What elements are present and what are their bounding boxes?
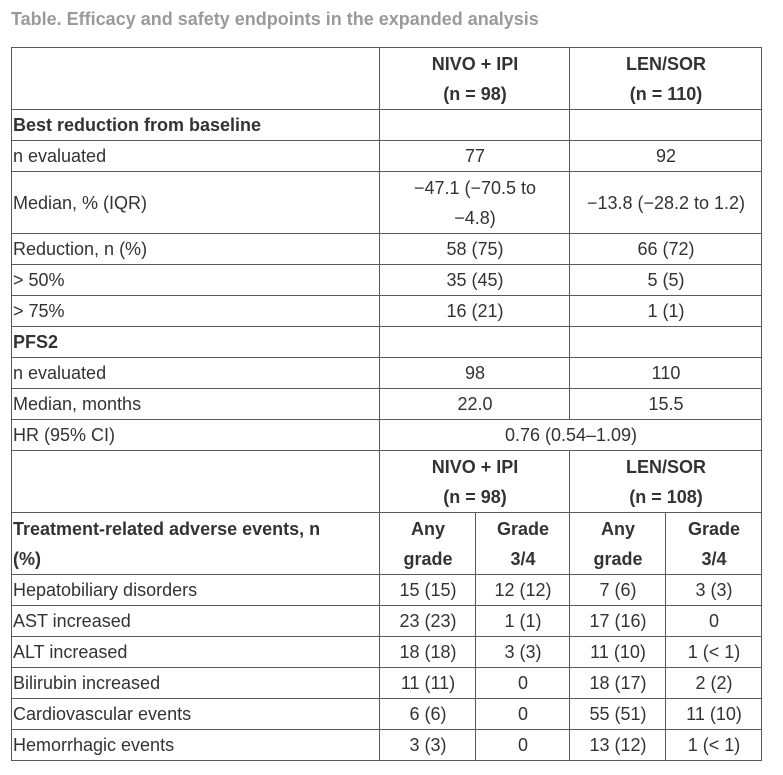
table-caption: Table. Efficacy and safety endpoints in the expanded analysis [11,9,539,29]
nivo-value: 35 (45) [380,265,570,296]
len-any-value: 11 (10) [570,637,666,668]
header-empty-cell [12,48,380,110]
len-g34-value: 1 (< 1) [666,730,762,761]
len-value: 66 (72) [570,234,762,265]
len-g34-value: 11 (10) [666,699,762,730]
row-label: ALT increased [12,637,380,668]
nivo-value: 58 (75) [380,234,570,265]
subheader-line1: Any [600,518,635,539]
header-len-sor [570,451,762,513]
section-row [12,513,762,575]
row-label: > 50% [12,265,380,296]
empty-cell [380,110,570,141]
nivo-value-line1: −47.1 (−70.5 to [413,177,537,198]
table-row [12,141,762,172]
nivo-value-line2: −4.8) [454,207,496,228]
len-any-value: 7 (6) [570,575,666,606]
empty-cell [570,110,762,141]
nivo-g34-value: 1 (1) [476,606,570,637]
len-any-value: 18 (17) [570,668,666,699]
header-row [12,48,762,110]
len-value: 5 (5) [570,265,762,296]
table-row [12,730,762,761]
subheader-line1: Any [410,518,445,539]
table-row [12,358,762,389]
row-label: Hemorrhagic events [12,730,380,761]
nivo-g34-value: 12 (12) [476,575,570,606]
row-label: HR (95% CI) [12,420,380,451]
len-any-value: 13 (12) [570,730,666,761]
row-label: Cardiovascular events [12,699,380,730]
table-row [12,699,762,730]
len-any-value: 17 (16) [570,606,666,637]
row-label: Reduction, n (%) [12,234,380,265]
section-pfs2: PFS2 [12,327,380,358]
empty-cell [570,327,762,358]
nivo-g34-value: 3 (3) [476,637,570,668]
header-nivo-ipi-n: (n = 98) [443,486,507,507]
nivo-any-value: 3 (3) [380,730,476,761]
hr-value: 0.76 (0.54–1.09) [380,420,762,451]
len-value: −13.8 (−28.2 to 1.2) [570,172,762,234]
subheader-line2: 3/4 [510,548,536,569]
row-label: Bilirubin increased [12,668,380,699]
nivo-value [380,172,570,234]
header-nivo-ipi [380,48,570,110]
nivo-any-value: 18 (18) [380,637,476,668]
row-label: Hepatobiliary disorders [12,575,380,606]
row-label: Median, months [12,389,380,420]
nivo-any-value: 23 (23) [380,606,476,637]
row-label: n evaluated [12,141,380,172]
subheader-len-any-grade [570,513,666,575]
nivo-value: 77 [380,141,570,172]
nivo-value: 98 [380,358,570,389]
subheader-line1: Grade [687,518,741,539]
header-nivo-ipi-n: (n = 98) [443,83,507,104]
header-row [12,451,762,513]
nivo-any-value: 11 (11) [380,668,476,699]
len-g34-value: 2 (2) [666,668,762,699]
len-value: 15.5 [570,389,762,420]
section-adverse-events-line1: Treatment-related adverse events, n [13,518,321,539]
section-best-reduction: Best reduction from baseline [12,110,380,141]
nivo-value: 22.0 [380,389,570,420]
subheader-line2: 3/4 [701,548,727,569]
subheader-line2: grade [593,548,643,569]
header-nivo-ipi-name: NIVO + IPI [431,456,519,477]
nivo-g34-value: 0 [476,699,570,730]
efficacy-safety-table [11,47,762,761]
header-nivo-ipi-name: NIVO + IPI [431,53,519,74]
table-row [12,265,762,296]
section-row [12,327,762,358]
len-g34-value: 0 [666,606,762,637]
nivo-any-value: 15 (15) [380,575,476,606]
len-g34-value: 1 (< 1) [666,637,762,668]
table-row [12,420,762,451]
table-row [12,296,762,327]
header-empty-cell [12,451,380,513]
header-len-sor-name: LEN/SOR [626,456,707,477]
subheader-nivo-grade-3-4 [476,513,570,575]
table-row [12,606,762,637]
len-any-value: 55 (51) [570,699,666,730]
row-label: Median, % (IQR) [12,172,380,234]
header-len-sor-n: (n = 110) [629,83,703,104]
table-row [12,575,762,606]
subheader-line2: grade [403,548,453,569]
subheader-len-grade-3-4 [666,513,762,575]
table-row [12,172,762,234]
header-nivo-ipi [380,451,570,513]
len-value: 1 (1) [570,296,762,327]
table-row [12,234,762,265]
nivo-g34-value: 0 [476,730,570,761]
nivo-any-value: 6 (6) [380,699,476,730]
section-adverse-events [12,513,380,575]
len-value: 110 [570,358,762,389]
header-len-sor-name: LEN/SOR [626,53,707,74]
table-row [12,637,762,668]
table-row [12,389,762,420]
len-value: 92 [570,141,762,172]
table-row [12,668,762,699]
section-row [12,110,762,141]
section-adverse-events-line2: (%) [13,548,41,569]
empty-cell [380,327,570,358]
subheader-line1: Grade [496,518,550,539]
row-label: AST increased [12,606,380,637]
len-g34-value: 3 (3) [666,575,762,606]
header-len-sor [570,48,762,110]
subheader-nivo-any-grade [380,513,476,575]
row-label: n evaluated [12,358,380,389]
nivo-value: 16 (21) [380,296,570,327]
nivo-g34-value: 0 [476,668,570,699]
header-len-sor-n: (n = 108) [629,486,703,507]
row-label: > 75% [12,296,380,327]
